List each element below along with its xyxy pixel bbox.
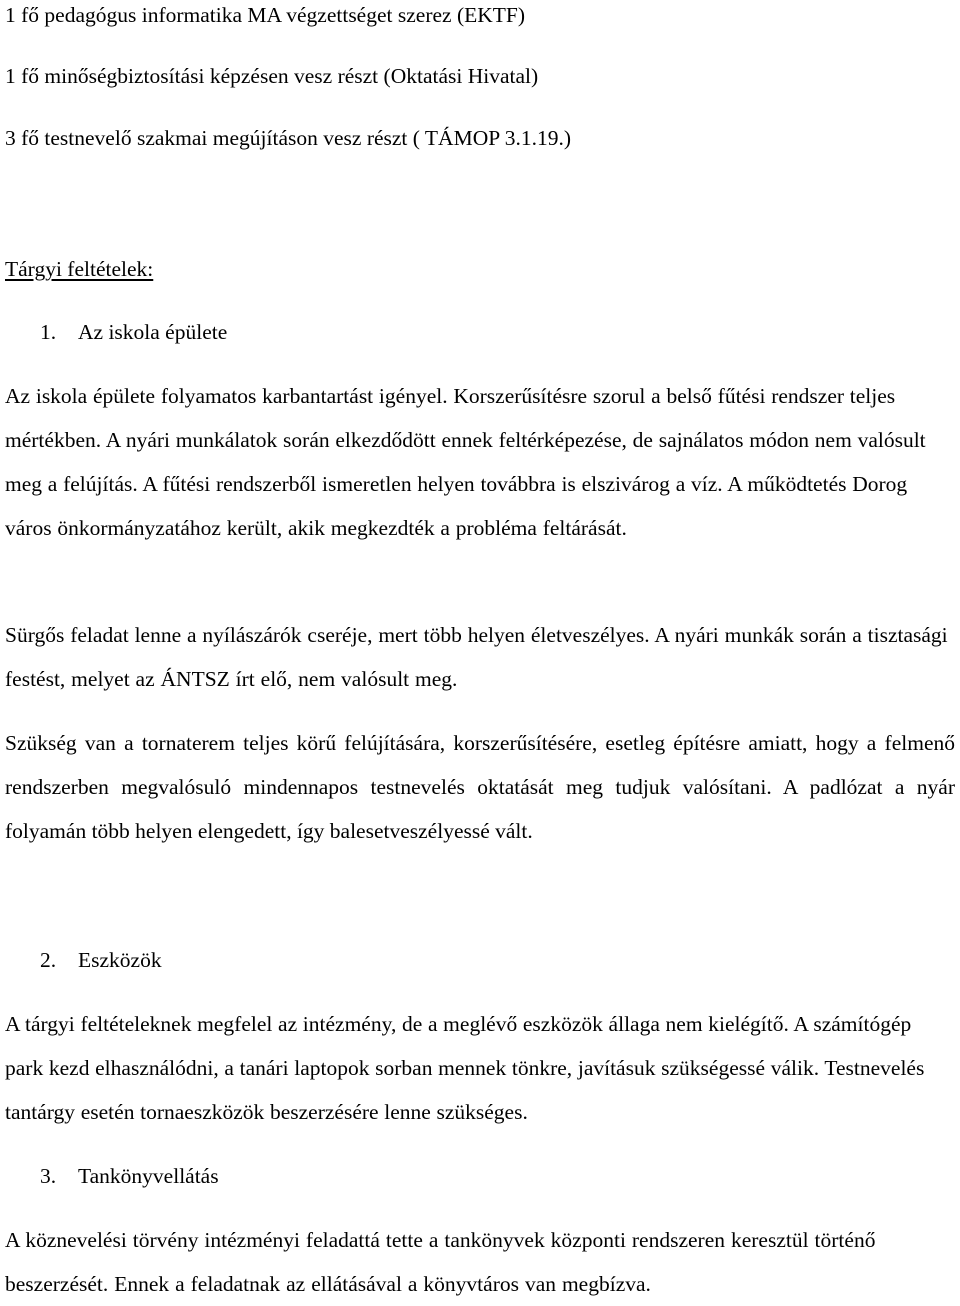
item-title: Tankönyvellátás	[78, 1164, 219, 1188]
paragraph: Sürgős feladat lenne a nyílászárók cseréje, mert több helyen életveszélyes. A nyári munkák során a tisztasági festést, melyet az ÁNTSZ írt elő, nem valósult meg.	[5, 623, 948, 691]
item-number: 3.	[40, 1164, 57, 1188]
item-title: Eszközök	[78, 948, 162, 972]
staff-line: 1 fő pedagógus informatika MA végzettséget szerez (EKTF)	[5, 3, 526, 27]
staff-line: 1 fő minőségbiztosítási képzésen vesz részt (Oktatási Hivatal)	[5, 64, 539, 88]
paragraph: A tárgyi feltételeknek megfelel az intézmény, de a meglévő eszközök állaga nem kielégítő. A számítógép park kezd elhasználódni, a tanári laptopok sorban mennek tönkre, javításuk szükségessé válik. Testnevelés tantárgy esetén tornaeszközök beszerzésére lenne szükséges.	[5, 1012, 925, 1124]
paragraph: Szükség van a tornaterem teljes körű felújítására, korszerűsítésére, esetleg építésre amiatt, hogy a felmenő rendszerben megvalósuló mindennapos testnevelés oktatását meg tudjuk valósítani. A padlózat a nyár folyamán több helyen elengedett, így balesetveszélyessé vált.	[5, 731, 955, 843]
item-heading	[40, 322, 227, 344]
item-heading	[40, 1166, 219, 1188]
section-heading: Tárgyi feltételek:	[5, 257, 154, 281]
item-title: Az iskola épülete	[78, 320, 228, 344]
item-heading	[40, 950, 162, 972]
item-number: 2.	[40, 948, 57, 972]
paragraph: Az iskola épülete folyamatos karbantartást igényel. Korszerűsítésre szorul a belső fűtési rendszer teljes mértékben. A nyári munkálatok során elkezdődött ennek feltérképezése, de sajnálatos módon nem valósult meg a felújítás. A fűtési rendszerből ismeretlen helyen továbbra is elszivárog a víz. A működtetés Dorog város önkormányzatához került, akik megkezdték a probléma feltárását.	[5, 384, 926, 540]
staff-line: 3 fő testnevelő szakmai megújításon vesz részt ( TÁMOP 3.1.19.)	[5, 126, 572, 150]
paragraph: A köznevelési törvény intézményi feladattá tette a tankönyvek központi rendszeren keresztül történő beszerzését. Ennek a feladatnak az ellátásával a könyvtáros van megbízva.	[5, 1228, 876, 1296]
item-number: 1.	[40, 320, 57, 344]
